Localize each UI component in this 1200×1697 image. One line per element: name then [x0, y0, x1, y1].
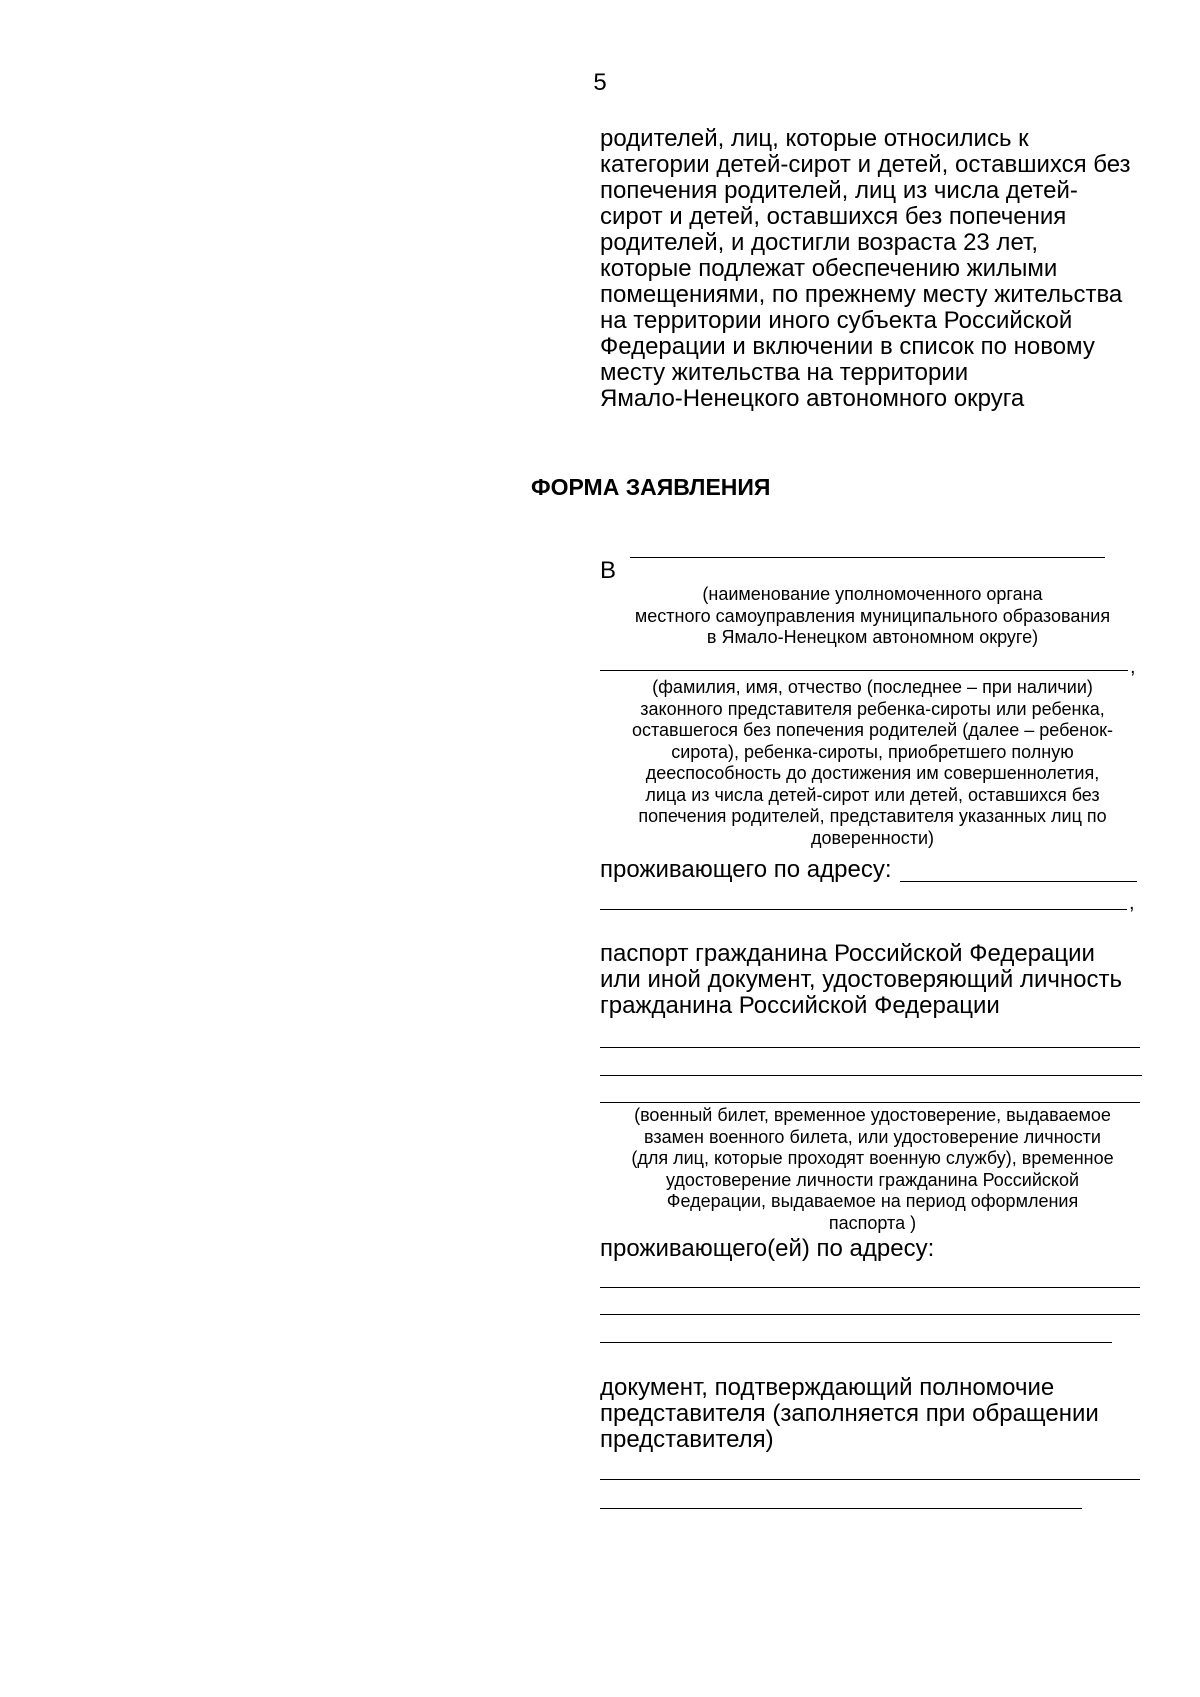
intro-line: категории детей-сирот и детей, оставшихся без [600, 151, 1131, 178]
intro-line: Ямало-Ненецкого автономного округа [600, 385, 1025, 412]
caption-line: доверенности) [810, 827, 935, 848]
passport-line: гражданина Российской Федерации [600, 992, 1000, 1019]
representative-label [600, 1375, 1099, 1453]
page-number: 5 [593, 69, 607, 96]
caption-line: оставшегося без попечения родителей (далее – ребенок- [631, 720, 1114, 740]
intro-line: месту жительства на территории [600, 359, 969, 386]
passport-field-line-3[interactable] [600, 1102, 1140, 1103]
intro-line: которые подлежат обеспечению жилыми [600, 255, 1058, 282]
passport-line: или иной документ, удостоверяющий личность [600, 966, 1122, 993]
intro-line: родителей, лиц, которые относились к [600, 125, 1029, 152]
caption-line: лица из числа детей-сирот или детей, оставшихся без [645, 784, 1100, 805]
caption-line: дееспособность до достижения им совершеннолетия, [645, 763, 1100, 783]
caption-line: удостоверение личности гражданина Российской [665, 1169, 1080, 1190]
residing-label: проживающего по адресу: [600, 856, 892, 883]
authority-field[interactable] [630, 557, 1105, 558]
intro-line: сирот и детей, оставшихся без попечения [600, 203, 1067, 230]
comma: , [1129, 892, 1135, 914]
caption-line: (фамилия, имя, отчество (последнее – при наличии) [652, 677, 1093, 697]
military-caption [600, 1105, 1145, 1234]
caption-line: паспорта ) [828, 1212, 917, 1233]
caption-line: в Ямало-Ненецком автономном округе) [706, 627, 1039, 647]
caption-line: сирота), ребенка-сироты, приобретшего полную [671, 741, 1074, 762]
document-intro [600, 126, 1160, 412]
intro-line: попечения родителей, лиц из числа детей- [600, 177, 1078, 204]
caption-line: (наименование уполномоченного органа [702, 584, 1043, 604]
applicant-name-field[interactable] [600, 670, 1128, 671]
intro-line: помещениями, по прежнему месту жительства [600, 281, 1123, 308]
representative-line: представителя (заполняется при обращении [600, 1400, 1099, 1427]
address-2-field-line-3[interactable] [600, 1342, 1112, 1343]
representative-field-line-1[interactable] [600, 1479, 1140, 1480]
intro-line: Федерации и включении в список по новому [600, 333, 1095, 360]
representative-field-line-2[interactable] [600, 1508, 1082, 1509]
representative-line: представителя) [600, 1426, 774, 1453]
caption-line: местного самоуправления муниципального образования [634, 605, 1111, 626]
residing-label-2: проживающего(ей) по адресу: [600, 1235, 935, 1262]
representative-line: документ, подтверждающий полномочие [600, 1374, 1055, 1401]
authority-caption [600, 584, 1145, 649]
passport-label [600, 941, 1122, 1019]
address-2-field-line-1[interactable] [600, 1287, 1140, 1288]
caption-line: попечения родителей, представителя указанных лиц по [638, 806, 1107, 826]
passport-line: паспорт гражданина Российской Федерации [600, 940, 1095, 967]
passport-field-line-1[interactable] [600, 1047, 1140, 1048]
comma: , [1130, 656, 1136, 678]
caption-line: (военный билет, временное удостоверение, выдаваемое [634, 1105, 1111, 1125]
caption-line: законного представителя ребенка-сироты или ребенка, [640, 698, 1105, 719]
address-field[interactable] [900, 881, 1137, 882]
form-title: ФОРМА ЗАЯВЛЕНИЯ [531, 474, 771, 500]
applicant-caption [600, 677, 1145, 849]
intro-line: на территории иного субъекта Российской [600, 307, 1073, 334]
to-prefix: В [600, 557, 617, 584]
address-field-line-2[interactable] [600, 909, 1127, 910]
intro-line: родителей, и достигли возраста 23 лет, [600, 229, 1038, 256]
caption-line: взамен военного билета, или удостоверение личности [644, 1126, 1101, 1147]
passport-field-line-2[interactable] [600, 1075, 1142, 1076]
address-2-field-line-2[interactable] [600, 1314, 1140, 1315]
caption-line: (для лиц, которые проходят военную службу), временное [631, 1148, 1114, 1168]
caption-line: Федерации, выдаваемое на период оформления [666, 1191, 1079, 1211]
